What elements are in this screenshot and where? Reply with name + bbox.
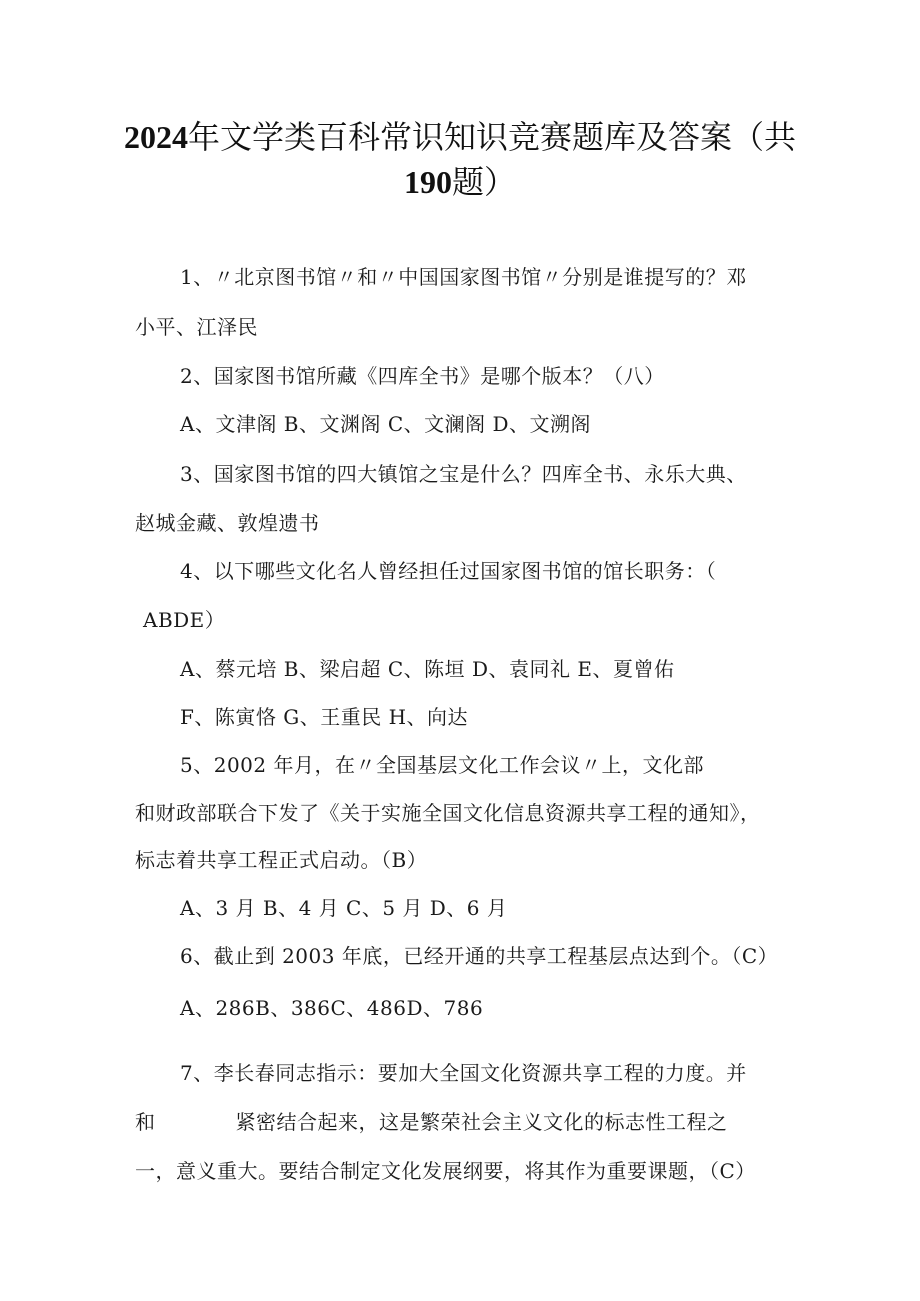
question-6-options: A、286B、386C、486D、786 bbox=[180, 996, 484, 1020]
question-2: 2、国家图书馆所藏《四库全书》是哪个版本？（八） bbox=[180, 364, 665, 388]
question-6: 6、截止到 2003 年底，已经开通的共享工程基层点达到个。（C） bbox=[180, 944, 779, 968]
document-title-line-1 bbox=[0, 112, 920, 162]
question-5-line-1: 5、2002 年月，在〃全国基层文化工作会议〃上，文化部 bbox=[180, 753, 704, 777]
question-4-answer: ABDE） bbox=[143, 608, 226, 632]
title-count: 190 bbox=[403, 164, 452, 200]
title-year: 2024 bbox=[123, 119, 188, 155]
question-7-line-2 bbox=[135, 1108, 728, 1136]
question-4-line-1: 4、以下哪些文化名人曾经担任过国家图书馆的馆长职务：（ bbox=[180, 559, 717, 583]
question-7-line-3: 一，意义重大。要结合制定文化发展纲要，将其作为重要课题，（C） bbox=[135, 1159, 756, 1183]
question-3-line-2: 赵城金藏、敦煌遗书 bbox=[135, 511, 320, 535]
question-4-options-2: F、陈寅恪 G、王重民 H、向达 bbox=[180, 705, 469, 729]
question-7-blank-suffix: 紧密结合起来，这是繁荣社会主义文化的标志性工程之 bbox=[235, 1110, 728, 1134]
question-5-options: A、3 月 B、4 月 C、5 月 D、6 月 bbox=[180, 896, 508, 920]
question-1-line-1: 1、〃北京图书馆〃和〃中国国家图书馆〃分别是谁提写的？邓 bbox=[180, 265, 747, 289]
question-2-options: A、文津阁 B、文渊阁 C、文澜阁 D、文溯阁 bbox=[180, 412, 592, 436]
question-5-line-2: 和财政部联合下发了《关于实施全国文化信息资源共享工程的通知》， bbox=[135, 801, 761, 825]
question-3-line-1: 3、国家图书馆的四大镇馆之宝是什么？四库全书、永乐大典、 bbox=[180, 462, 747, 486]
question-4-options-1: A、蔡元培 B、梁启超 C、陈垣 D、袁同礼 E、夏曾佑 bbox=[180, 657, 675, 681]
question-5-line-3: 标志着共享工程正式启动。（B） bbox=[135, 848, 428, 872]
question-7-line-1: 7、李长春同志指示：要加大全国文化资源共享工程的力度。并 bbox=[180, 1061, 747, 1085]
question-7-blank-prefix: 和 bbox=[135, 1110, 156, 1134]
document-title-line-2 bbox=[0, 157, 920, 207]
title-text-end: 题） bbox=[451, 164, 516, 200]
title-text: 年文学类百科常识知识竞赛题库及答案（共 bbox=[187, 119, 796, 155]
question-1-answer: 小平、江泽民 bbox=[135, 315, 258, 339]
